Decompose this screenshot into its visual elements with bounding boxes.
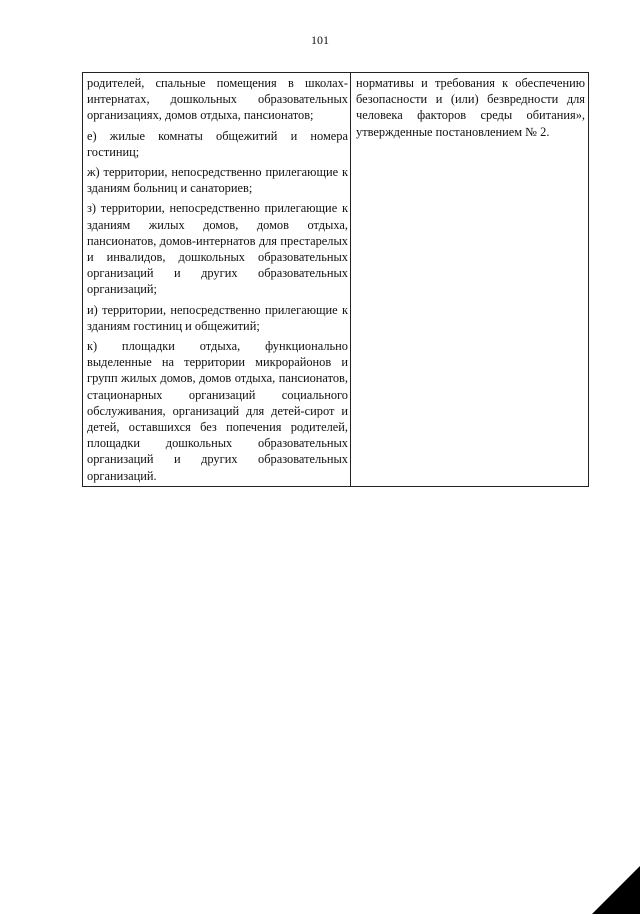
document-table: [82, 72, 589, 487]
table-right-column: [351, 73, 588, 486]
left-paragraph-k: к) площадки отдыха, функционально выделенные на территории микрорайонов и групп жилых домов, домов отдыха, пансионатов, стационарных организаций социального обслуживания, организаций для детей-сирот и детей, оставшихся без попечения родителей, площадки дошкольных образовательных организаций и других образовательных организаций.: [87, 339, 348, 483]
left-paragraph-i: и) территории, непосредственно прилегающие к зданиям гостиниц и общежитий;: [87, 302, 348, 333]
left-paragraph-zh: ж) территории, непосредственно прилегающие к зданиям больниц и санаториев;: [87, 165, 348, 196]
left-paragraph-continuation: родителей, спальные помещения в школах-интернатах, дошкольных образовательных организациях, домов отдыха, пансионатов;: [87, 76, 348, 123]
page-number: 101: [311, 33, 329, 47]
left-paragraph-e: е) жилые комнаты общежитий и номера гостиниц;: [87, 128, 348, 159]
right-paragraph: нормативы и требования к обеспечению безопасности и (или) безвредности для человека факторов среды обитания», утвержденные постановлением № 2.: [356, 76, 585, 139]
table-left-column: [83, 73, 351, 486]
scan-corner-mark: [592, 866, 640, 914]
left-paragraph-z: з) территории, непосредственно прилегающие к зданиям жилых домов, домов отдыха, пансионатов, домов-интернатов для престарелых и инвалидов, дошкольных образовательных организаций и других образовательных организаций;: [87, 201, 348, 297]
